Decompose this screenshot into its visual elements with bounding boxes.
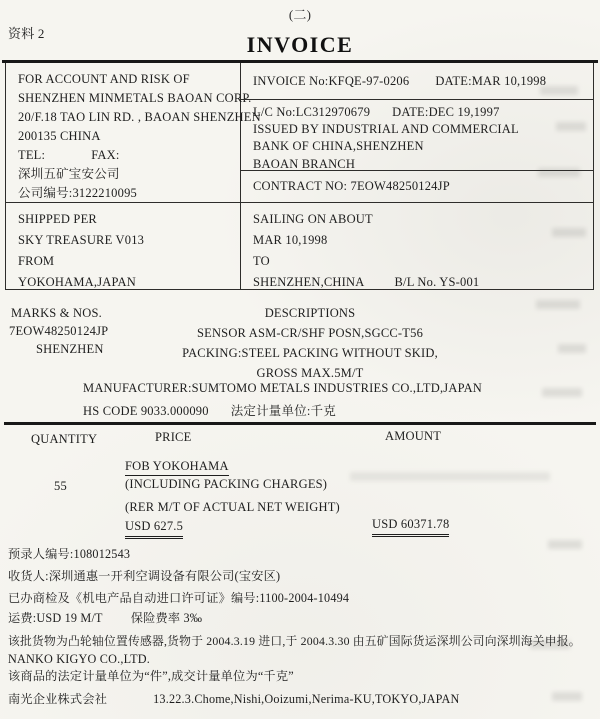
price-note: (RER M/T OF ACTUAL NET WEIGHT) <box>125 500 340 514</box>
freight-line <box>8 609 202 626</box>
freight-value: 运费:USD 19 M/T <box>8 611 103 625</box>
amount-value: USD 60371.78 <box>372 517 449 537</box>
issued-by-line: BAOAN BRANCH <box>253 156 356 171</box>
declaration-line: 该批货物为凸轮轴位置传感器,货物于 2004.3.19 进口,于 2004.3.30 由五矿国际货运深圳公司向深圳海关申报。 <box>8 634 581 648</box>
price-header: PRICE <box>155 430 192 444</box>
price-note: (INCLUDING PACKING CHARGES) <box>125 477 328 491</box>
description-line: PACKING:STEEL PACKING WITHOUT SKID, <box>182 346 438 360</box>
lc-no: L/C No:LC312970679 <box>253 105 371 119</box>
company-name-cn: 深圳五矿宝安公司 <box>18 167 120 181</box>
description-line: SENSOR ASM-CR/SHF POSN,SGCC-T56 <box>196 326 424 340</box>
marks-destination: SHENZHEN <box>36 342 104 356</box>
account-risk-cell <box>6 63 261 202</box>
exporter-cn-name: 南光企业株式会社 <box>8 692 108 706</box>
price-term: FOB YOKOHAMA <box>125 459 229 476</box>
table-row-shipping <box>6 203 593 289</box>
destination-line <box>253 272 587 293</box>
marks-label: MARKS & NOS. <box>11 306 102 320</box>
hs-code-line <box>83 401 336 419</box>
entry-operator-no: 预录人编号:108012543 <box>8 547 131 561</box>
lc-line <box>253 104 593 121</box>
account-line: 20/F.18 TAO LIN RD. , BAOAN SHENZHEN <box>18 110 261 124</box>
marks-contract-no: 7EOW48250124JP <box>9 324 109 338</box>
from-port: YOKOHAMA,JAPAN <box>18 275 136 289</box>
invoice-no: INVOICE No:KFQE-97-0206 <box>253 74 410 88</box>
issued-by-line: ISSUED BY INDUSTRIAL AND COMMERCIAL <box>253 122 519 137</box>
sailing-label: SAILING ON ABOUT <box>253 212 373 226</box>
section-number: (二) <box>288 7 312 22</box>
descriptions-block <box>160 303 460 383</box>
fax-label: FAX: <box>91 148 120 162</box>
account-line: FOR ACCOUNT AND RISK OF <box>18 72 190 86</box>
descriptions-label: DESCRIPTIONS <box>264 306 356 320</box>
company-number: 公司编号:3122210095 <box>18 186 137 200</box>
legal-unit: 法定计量单位:千克 <box>230 404 336 418</box>
quantity-value: 55 <box>54 479 67 493</box>
shipped-per-cell <box>6 203 241 289</box>
manufacturer-line: MANUFACTURER:SUMTOMO METALS INDUSTRIES CO.,LTD,JAPAN <box>83 381 483 395</box>
page-title: INVOICE <box>246 32 354 57</box>
doc-label: 资料 2 <box>8 26 45 41</box>
unit-price: USD 627.5 <box>125 519 183 539</box>
account-line: SHENZHEN MINMETALS BAOAN CORP. <box>18 91 252 105</box>
divider-pricing <box>4 422 596 425</box>
lc-date: DATE:DEC 19,1997 <box>392 105 500 119</box>
scan-artifact <box>542 388 582 397</box>
exporter-address: 13.22.3.Chome,Nishi,Ooizumi,Nerima-KU,TOKYO,JAPAN <box>153 692 460 706</box>
sailing-cell <box>241 203 593 289</box>
scan-artifact <box>552 692 582 701</box>
tel-fax-line <box>18 146 234 165</box>
table-row-parties <box>6 63 593 203</box>
tel-label: TEL: <box>18 148 46 162</box>
bl-number: B/L No. YS-001 <box>394 275 480 289</box>
scan-artifact <box>548 540 582 549</box>
from-label: FROM <box>18 254 55 268</box>
invoice-no-row <box>241 63 593 100</box>
hs-code: HS CODE 9033.000090 <box>83 404 209 418</box>
scan-artifact <box>558 344 586 353</box>
invoice-date: DATE:MAR 10,1998 <box>435 74 547 88</box>
contract-no: CONTRACT NO: 7EOW48250124JP <box>253 179 450 193</box>
scan-artifact <box>350 472 550 481</box>
insurance-rate: 保险费率 3‰ <box>130 611 203 625</box>
quantity-header: QUANTITY <box>31 432 98 446</box>
account-line: 200135 CHINA <box>18 129 101 143</box>
consignee-line: 收货人:深圳通惠一开利空调设备有限公司(宝安区) <box>8 569 281 583</box>
invoice-header-table <box>5 63 594 290</box>
sailing-date: MAR 10,1998 <box>253 233 328 247</box>
to-port: SHENZHEN,CHINA <box>253 275 365 289</box>
vessel-name: SKY TREASURE V013 <box>18 233 145 247</box>
unit-note-line: 该商品的法定计量单位为“件”,成交计量单位为“千克” <box>8 669 294 683</box>
license-line: 已办商检及《机电产品自动进口许可证》编号:1100-2004-10494 <box>8 591 350 605</box>
issued-by-line: BANK OF CHINA,SHENZHEN <box>253 139 424 154</box>
lc-row <box>241 100 593 171</box>
shipped-per-label: SHIPPED PER <box>18 212 97 226</box>
scan-artifact <box>536 300 580 309</box>
invoice-meta-cell <box>241 63 593 202</box>
exporter-cn-line <box>8 690 459 707</box>
exporter-name: NANKO KIGYO CO.,LTD. <box>8 652 151 666</box>
amount-header: AMOUNT <box>385 429 442 443</box>
to-label: TO <box>253 254 270 268</box>
description-line: GROSS MAX.5M/T <box>256 366 364 380</box>
